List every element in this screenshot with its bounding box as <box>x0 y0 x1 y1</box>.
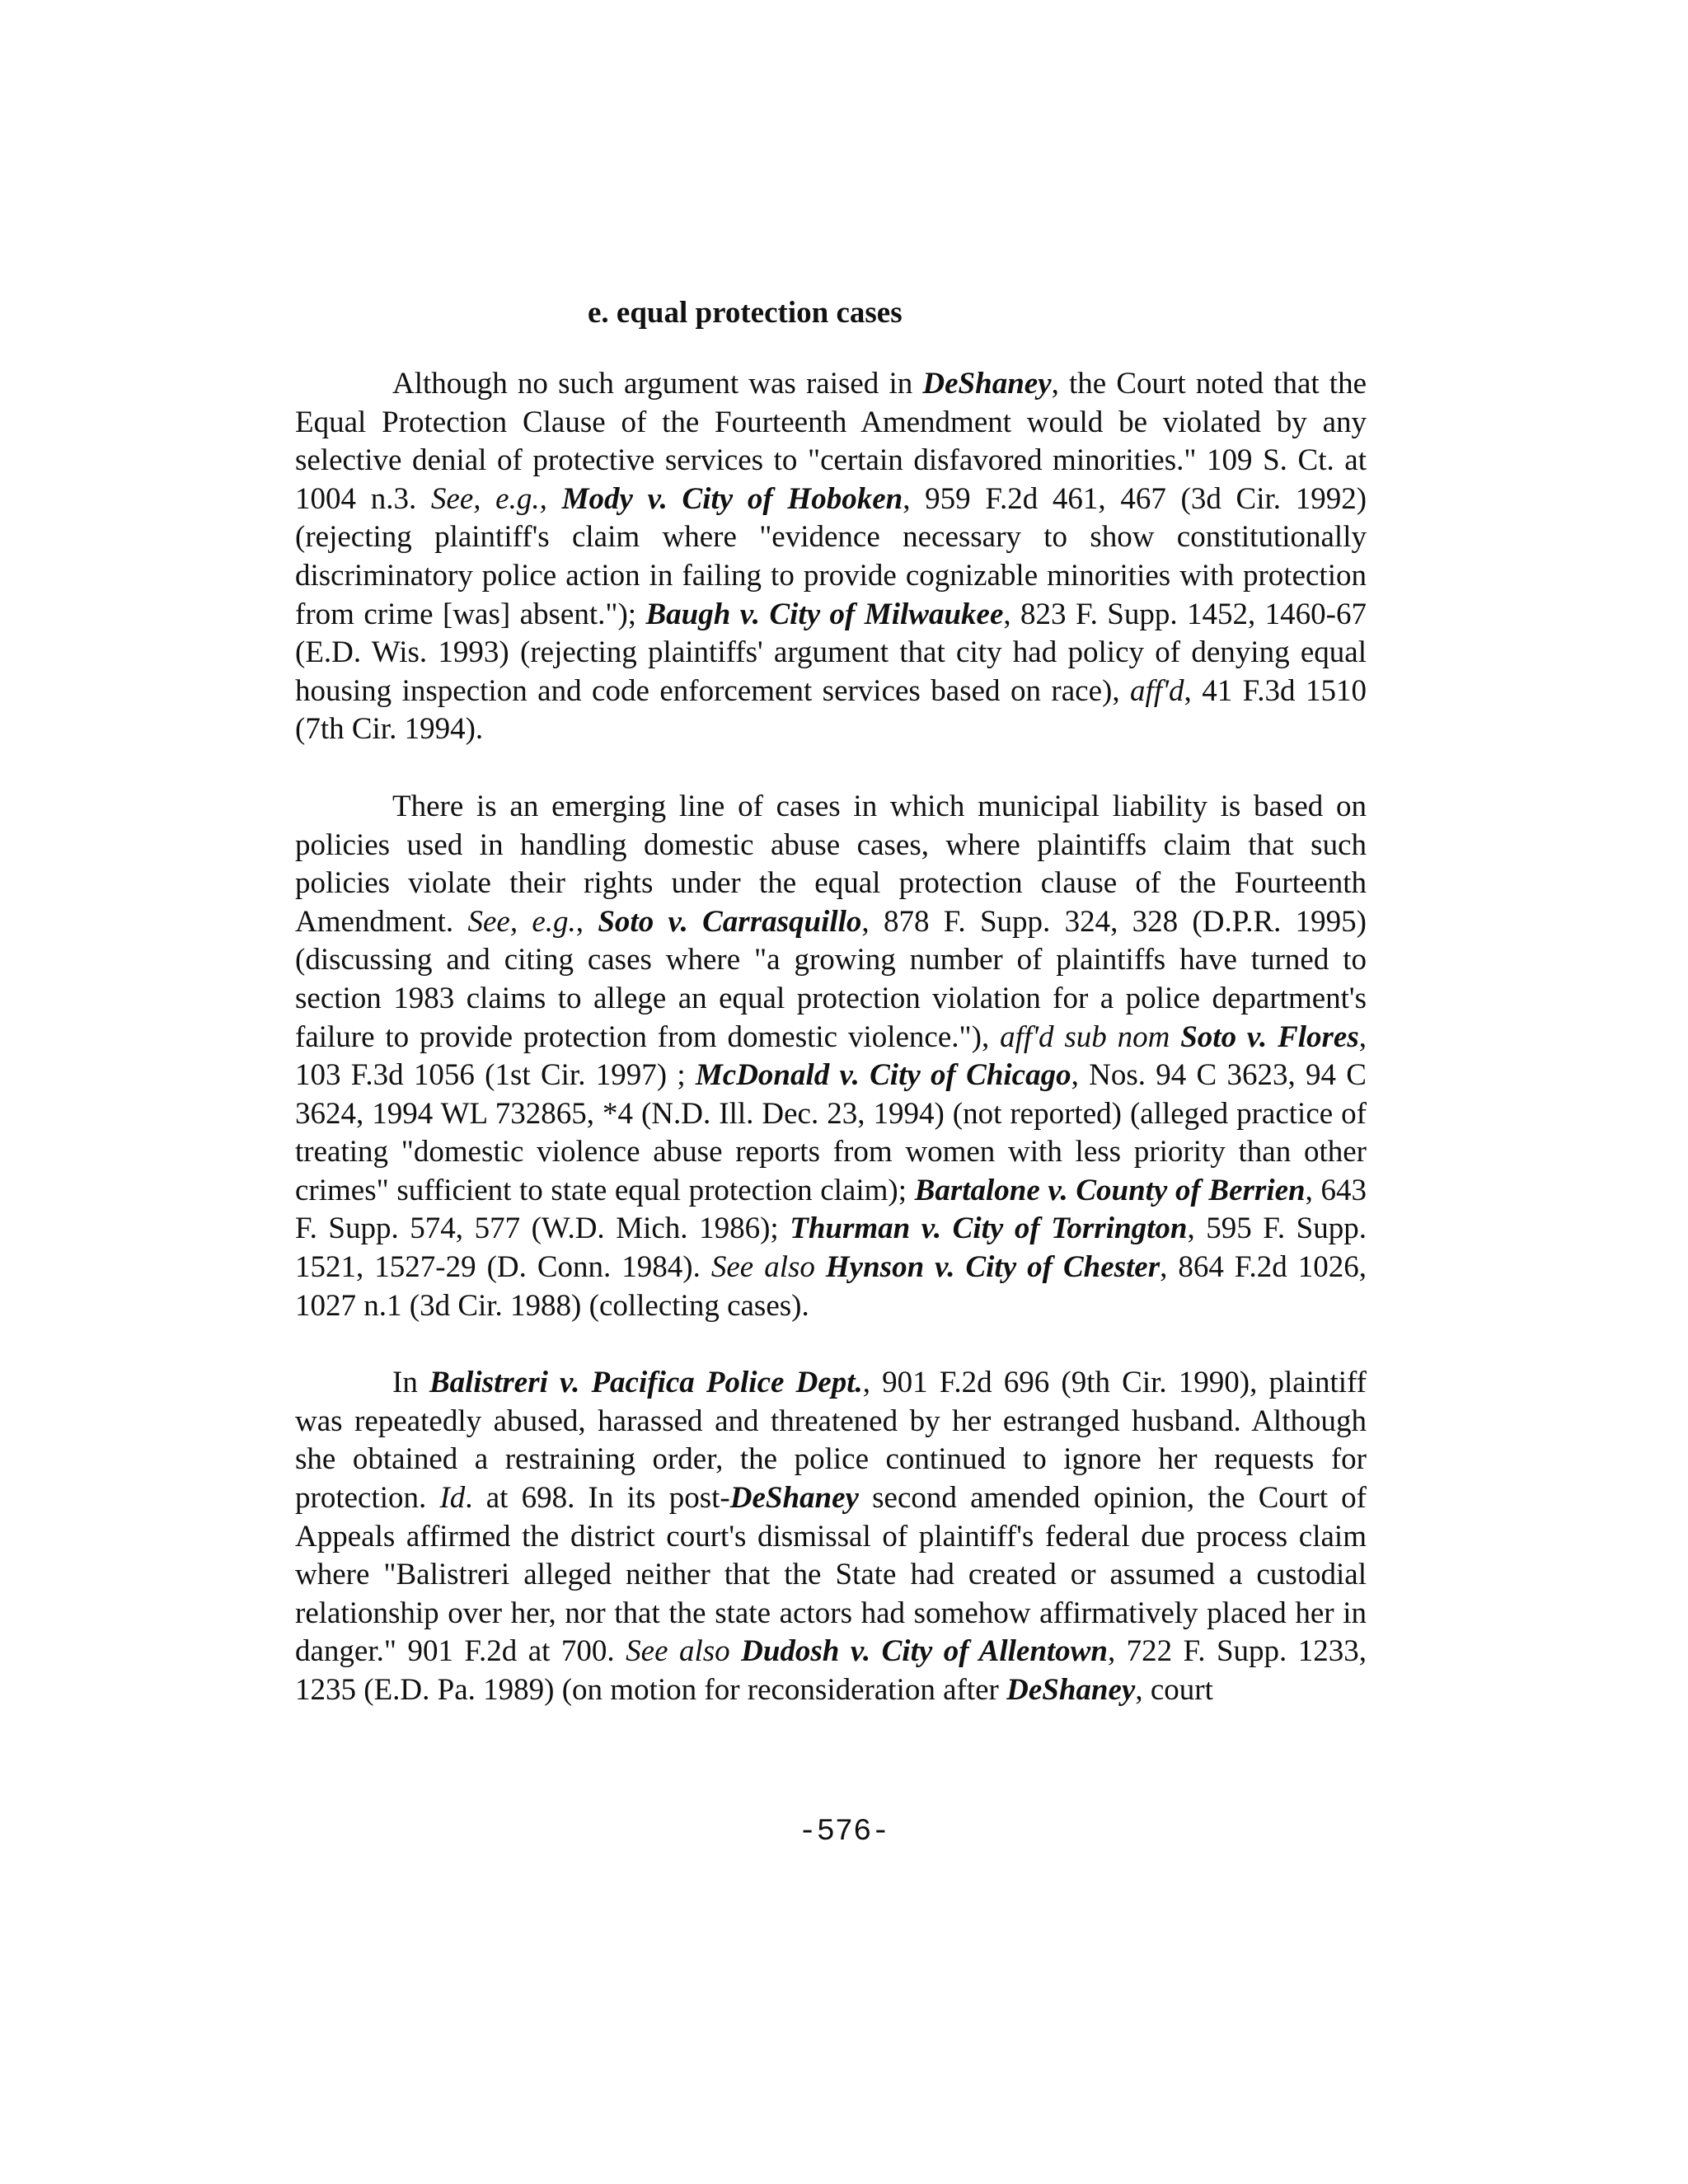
paragraph-text: There is an emerging line of cases in which municipal liability is based on policies used in handling domestic abuse cases, where plaintiffs claim that such policies violate their rights under the equal protection clause of the Fourteenth Amendment. <box>295 789 1367 939</box>
paragraph-text: , 901 F.2d 696 (9th Cir. 1990), plaintiff was repeatedly abused, harassed and threatened by her estranged husband. Although she obtained a restraining order, the police continued to ignore her requests for protection. <box>295 1366 1367 1516</box>
paragraph-text: , 823 F. Supp. 1452, 1460-67 (E.D. Wis. 1993) (rejecting plaintiffs' argument that city had policy of denying equal housing inspection and code enforcement services based on race), <box>295 597 1367 708</box>
paragraph-text: , court <box>1135 1673 1213 1707</box>
paragraph-text: , 878 F. Supp. 324, 328 (D.P.R. 1995) (discussing and citing cases where "a growing number of plaintiffs have turned to section 1983 claims to allege an equal protection violation for a police department's failure to provide protection from domestic violence."), <box>295 904 1367 1054</box>
citation-signal: Id <box>439 1481 466 1516</box>
paragraph-text: , the Court noted that the Equal Protection Clause of the Fourteenth Amendment would be violated by any selective denial of protective services to "certain disfavored minorities." 109 S. Ct. at 1004 n.3. <box>295 367 1367 516</box>
case-name: Soto v. Carrasquillo <box>598 904 862 939</box>
paragraph-text <box>1170 1020 1180 1054</box>
paragraph-text: , 864 F.2d 1026, 1027 n.1 (3d Cir. 1988) (collecting cases). <box>295 1250 1367 1323</box>
paragraph-text: second amended opinion, the Court of Appeals affirmed the district court's dismissal of plaintiff's federal due process claim where "Balistreri alleged neither that the State had created or assumed a custodial relationship over her, nor that the state actors had somehow affirmatively placed her in danger." 901 F.2d at 700. <box>295 1481 1367 1669</box>
paragraph-text: , Nos. 94 C 3623, 94 C 3624, 1994 WL 732865, *4 (N.D. Ill. Dec. 23, 1994) (not reported) (alleged practice of treating "domestic violence abuse reports from women with less priority than other crimes" sufficient to state equal protection claim); <box>295 1058 1367 1207</box>
case-name: Dudosh v. City of Allentown <box>741 1634 1108 1669</box>
citation-signal: See, e.g., <box>430 481 547 516</box>
citation-signal: aff'd sub nom <box>1000 1019 1170 1054</box>
paragraph-text: , 959 F.2d 461, 467 (3d Cir. 1992) (rejecting plaintiff's claim where "evidence necessary to show constitutionally discriminatory police action in failing to provide cognizable minorities with protection from crime [was] absent."); <box>295 481 1367 631</box>
paragraph-text <box>815 1250 826 1284</box>
paragraph-text: In <box>392 1366 429 1400</box>
paragraph-text: , 595 F. Supp. 1521, 1527-29 (D. Conn. 1984). <box>295 1212 1367 1285</box>
case-name: Balistreri v. Pacifica Police Dept. <box>429 1366 863 1400</box>
case-name: Bartalone v. County of Berrien <box>914 1173 1306 1207</box>
paragraph-text: , 41 F.3d 1510 (7th Cir. 1994). <box>295 673 1367 747</box>
paragraph-text: Although no such argument was raised in <box>392 367 923 401</box>
page-number: -576- <box>798 1815 890 1849</box>
citation-signal: See also <box>626 1634 730 1669</box>
case-name: DeShaney <box>922 367 1052 401</box>
citation-signal: aff'd <box>1130 673 1184 708</box>
case-name: Baugh v. City of Milwaukee <box>645 597 1004 631</box>
paragraph-text: , 103 F.3d 1056 (1st Cir. 1997) ; <box>295 1019 1367 1093</box>
document-body <box>295 365 1367 1710</box>
citation-signal: See, e.g. <box>467 904 576 939</box>
paragraph-text: , 643 F. Supp. 574, 577 (W.D. Mich. 1986); <box>295 1173 1367 1246</box>
paragraph-text <box>547 482 562 516</box>
body-paragraph <box>295 788 1367 1325</box>
section-heading: e. equal protection cases <box>588 296 903 330</box>
paragraph-text <box>730 1634 741 1668</box>
paragraph-text: . at 698. In its post- <box>465 1481 730 1516</box>
paragraph-text: , 722 F. Supp. 1233, 1235 (E.D. Pa. 1989) (on motion for reconsideration after <box>295 1634 1367 1707</box>
case-name: Mody v. City of Hoboken <box>561 481 903 516</box>
case-name: Soto v. Flores <box>1180 1019 1359 1054</box>
paragraph-text: , <box>575 904 598 939</box>
case-name: Thurman v. City of Torrington <box>790 1212 1188 1246</box>
body-paragraph <box>295 365 1367 749</box>
case-name: DeShaney <box>729 1481 859 1516</box>
document-page <box>295 293 1367 1749</box>
case-name: DeShaney <box>1006 1673 1136 1707</box>
case-name: Hynson v. City of Chester <box>825 1250 1160 1285</box>
case-name: McDonald v. City of Chicago <box>695 1058 1071 1093</box>
body-paragraph <box>295 1364 1367 1709</box>
citation-signal: See also <box>710 1250 815 1285</box>
